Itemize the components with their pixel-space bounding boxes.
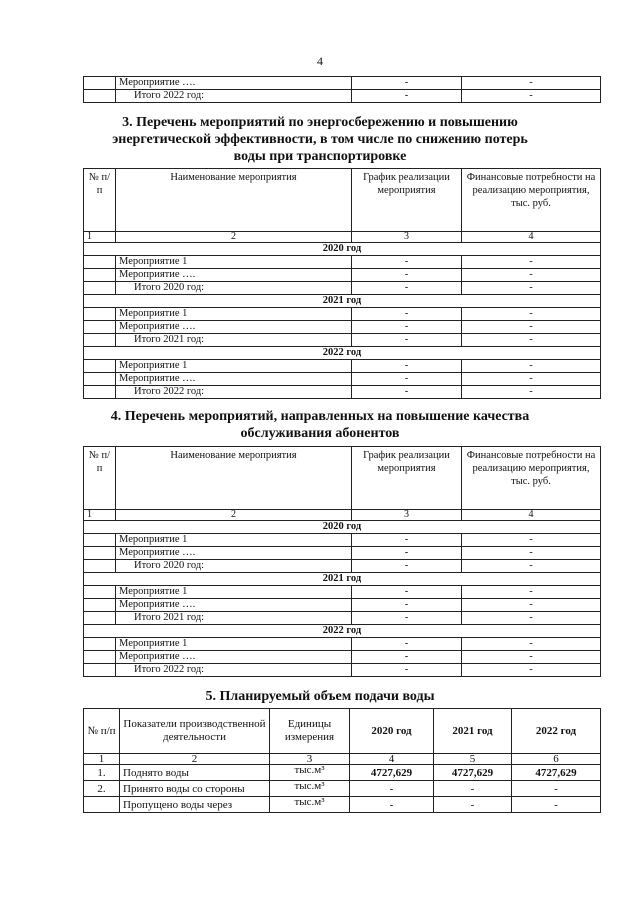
table-row: 2. Принято воды со стороны тыс.м³ - - - (84, 781, 601, 797)
row-name: Мероприятие 1 (116, 534, 352, 547)
row-schedule: - (352, 269, 462, 282)
table-row (84, 256, 601, 269)
row-schedule: - (352, 599, 462, 612)
row-name: Итого 2020 год: (116, 282, 352, 295)
row-name: Итого 2022 год: (116, 664, 352, 677)
table-row (84, 651, 601, 664)
header-num: № п/п (84, 447, 116, 510)
top-table (83, 76, 601, 103)
table-row (84, 534, 601, 547)
row-schedule: - (352, 373, 462, 386)
header-indicator: Показатели производственной деятельности (120, 709, 270, 754)
table-row (84, 612, 601, 625)
row-schedule: - (352, 256, 462, 269)
row-name: Мероприятие …. (116, 77, 352, 90)
section4-table (83, 446, 601, 677)
row-finance: - (462, 308, 601, 321)
row-schedule: - (352, 90, 462, 103)
row-finance: - (462, 534, 601, 547)
row-name: Мероприятие …. (116, 269, 352, 282)
table-header (84, 709, 601, 754)
row-name: Итого 2021 год: (116, 612, 352, 625)
section3-table (83, 168, 601, 399)
row-finance: - (462, 90, 601, 103)
year-row: 2020 год (84, 243, 601, 256)
table-row (84, 334, 601, 347)
table-row (84, 269, 601, 282)
row-name: Итого 2022 год: (116, 386, 352, 399)
table-row (84, 638, 601, 651)
row-schedule: - (352, 651, 462, 664)
section4-title: 4. Перечень мероприятий, направленных на повышение качества обслуживания абонентов (110, 409, 530, 441)
row-finance: - (462, 560, 601, 573)
row-finance: - (462, 334, 601, 347)
section3-title: 3. Перечень мероприятий по энергосбережению и повышению энергетической эффективности, в том числе по снижению потерь воды при транспортировке (112, 115, 528, 164)
header-2021: 2021 год (434, 709, 512, 754)
year-row: 2021 год (84, 573, 601, 586)
row-name: Итого 2022 год: (116, 90, 352, 103)
row-finance: - (462, 586, 601, 599)
row-schedule: - (352, 664, 462, 677)
row-name: Мероприятие …. (116, 373, 352, 386)
table-row (84, 586, 601, 599)
header-2020: 2020 год (350, 709, 434, 754)
year-row: 2021 год (84, 295, 601, 308)
header-name: Наименование мероприятия (116, 169, 352, 232)
row-schedule: - (352, 547, 462, 560)
table-row (84, 360, 601, 373)
section5-title: 5. Планируемый объем подачи воды (205, 689, 435, 704)
row-name: Мероприятие …. (116, 321, 352, 334)
table-header (84, 169, 601, 232)
row-schedule: - (352, 386, 462, 399)
row-finance: - (462, 269, 601, 282)
row-schedule: - (352, 308, 462, 321)
row-schedule: - (352, 534, 462, 547)
row-name: Мероприятие 1 (116, 586, 352, 599)
header-schedule: График реализации мероприятия (352, 447, 462, 510)
row-finance: - (462, 664, 601, 677)
table-row (84, 386, 601, 399)
header-unit: Единицы измерения (270, 709, 350, 754)
row-name: Мероприятие 1 (116, 256, 352, 269)
row-finance: - (462, 651, 601, 664)
table-row (84, 308, 601, 321)
table-header (84, 447, 601, 510)
row-schedule: - (352, 321, 462, 334)
year-row: 2022 год (84, 347, 601, 360)
header-schedule: График реализации мероприятия (352, 169, 462, 232)
row-finance: - (462, 282, 601, 295)
table-row (84, 321, 601, 334)
row-name: Мероприятие 1 (116, 638, 352, 651)
row-name: Итого 2020 год: (116, 560, 352, 573)
row-name: Мероприятие …. (116, 651, 352, 664)
row-finance: - (462, 638, 601, 651)
row-finance: - (462, 612, 601, 625)
table-row (84, 664, 601, 677)
row-name: Мероприятие 1 (116, 308, 352, 321)
row-schedule: - (352, 560, 462, 573)
column-numbers: 1 2 3 4 5 6 (84, 754, 601, 765)
row-finance: - (462, 77, 601, 90)
row-schedule: - (352, 282, 462, 295)
section5-table (83, 708, 601, 813)
row-finance: - (462, 321, 601, 334)
column-numbers: 1 2 3 4 (84, 510, 601, 521)
row-name: Итого 2021 год: (116, 334, 352, 347)
row-name: Мероприятие …. (116, 599, 352, 612)
row-schedule: - (352, 77, 462, 90)
header-name: Наименование мероприятия (116, 447, 352, 510)
header-finance: Финансовые потребности на реализацию мероприятия, тыс. руб. (462, 447, 601, 510)
header-finance: Финансовые потребности на реализацию мероприятия, тыс. руб. (462, 169, 601, 232)
header-num: № п/п (84, 709, 120, 754)
table-row (84, 77, 601, 90)
row-schedule: - (352, 612, 462, 625)
year-row: 2022 год (84, 625, 601, 638)
table-row (84, 373, 601, 386)
year-row: 2020 год (84, 521, 601, 534)
row-schedule: - (352, 360, 462, 373)
table-row (84, 282, 601, 295)
row-finance: - (462, 256, 601, 269)
header-2022: 2022 год (512, 709, 601, 754)
row-finance: - (462, 386, 601, 399)
row-name: Мероприятие 1 (116, 360, 352, 373)
row-finance: - (462, 547, 601, 560)
row-schedule: - (352, 586, 462, 599)
row-schedule: - (352, 638, 462, 651)
table-row (84, 90, 601, 103)
table-row (84, 547, 601, 560)
row-name: Мероприятие …. (116, 547, 352, 560)
row-finance: - (462, 599, 601, 612)
row-schedule: - (352, 334, 462, 347)
table-row: 1. Поднято воды тыс.м³ 4727,629 4727,629 4727,629 (84, 765, 601, 781)
table-row (84, 599, 601, 612)
column-numbers: 1 2 3 4 (84, 232, 601, 243)
header-num: № п/п (84, 169, 116, 232)
table-row (84, 560, 601, 573)
row-finance: - (462, 373, 601, 386)
row-finance: - (462, 360, 601, 373)
table-row: Пропущено воды через тыс.м³ - - - (84, 797, 601, 813)
page-number: 4 (317, 54, 323, 68)
